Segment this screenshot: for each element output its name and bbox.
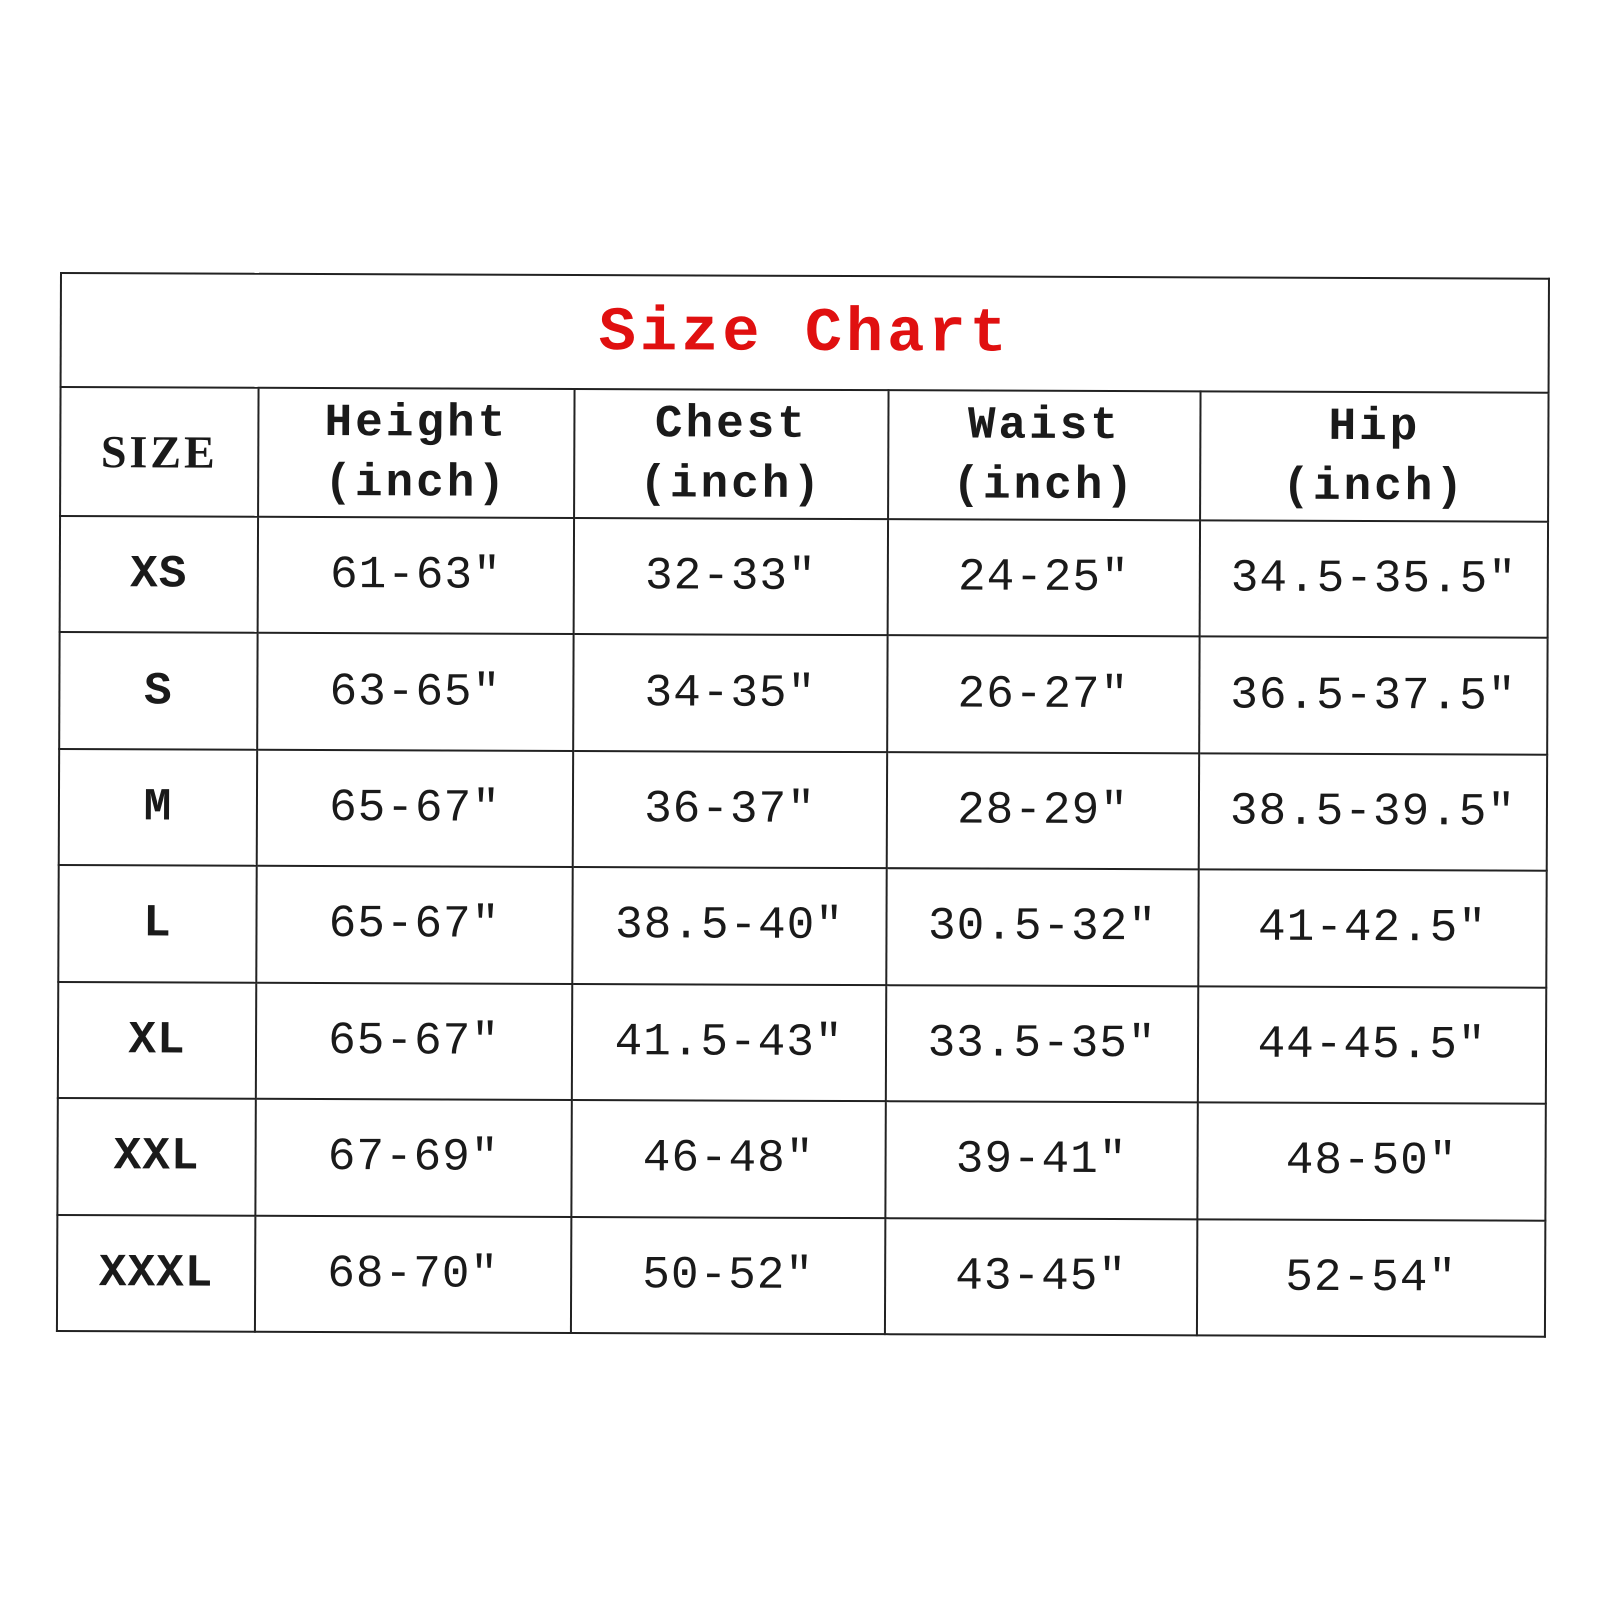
hip-cell: 52-54″	[1197, 1219, 1545, 1337]
size-cell: XXXL	[57, 1215, 255, 1332]
table-row	[58, 982, 1546, 1104]
height-cell: 63-65″	[257, 633, 573, 751]
table-row	[58, 865, 1546, 987]
chest-cell: 36-37″	[573, 751, 887, 869]
waist-cell: 24-25″	[888, 519, 1200, 637]
chest-cell: 46-48″	[571, 1100, 885, 1218]
header-waist	[888, 391, 1200, 521]
size-chart-table	[56, 272, 1550, 1338]
header-size: SIZE	[60, 387, 258, 516]
size-cell: L	[58, 865, 256, 982]
size-cell: XS	[60, 516, 258, 633]
chest-cell: 34-35″	[573, 634, 887, 752]
header-chest-unit: (inch)	[639, 457, 824, 511]
header-waist-name: Waist	[967, 399, 1122, 452]
header-chest-name: Chest	[654, 397, 809, 451]
waist-cell: 30.5-32″	[886, 868, 1198, 986]
chest-cell: 38.5-40″	[572, 867, 886, 985]
header-waist-unit: (inch)	[952, 459, 1137, 512]
header-height	[258, 388, 574, 518]
chest-cell: 32-33″	[574, 518, 888, 636]
height-cell: 65-67″	[256, 866, 572, 984]
size-cell: S	[59, 632, 257, 749]
header-hip-unit: (inch)	[1282, 460, 1467, 514]
size-cell: XL	[58, 982, 256, 1099]
waist-cell: 28-29″	[887, 752, 1199, 870]
table-row	[59, 749, 1547, 871]
header-hip-name: Hip	[1328, 400, 1421, 453]
size-cell: XXL	[57, 1098, 255, 1215]
waist-cell: 43-45″	[885, 1218, 1197, 1336]
table-row	[60, 516, 1548, 638]
hip-cell: 41-42.5″	[1198, 870, 1546, 988]
header-row	[60, 387, 1548, 521]
hip-cell: 48-50″	[1197, 1102, 1545, 1220]
header-hip	[1200, 392, 1548, 522]
size-cell: M	[59, 749, 257, 866]
chart-title: Size Chart	[61, 273, 1549, 393]
height-cell: 65-67″	[257, 750, 573, 868]
header-height-unit: (inch)	[324, 456, 509, 510]
hip-cell: 34.5-35.5″	[1200, 520, 1548, 638]
chest-cell: 50-52″	[571, 1217, 885, 1335]
waist-cell: 39-41″	[885, 1101, 1197, 1219]
header-height-name: Height	[324, 396, 509, 450]
table-row	[57, 1215, 1545, 1337]
header-chest	[574, 389, 888, 519]
height-cell: 67-69″	[255, 1099, 571, 1217]
hip-cell: 44-45.5″	[1198, 986, 1546, 1104]
hip-cell: 36.5-37.5″	[1199, 637, 1547, 755]
hip-cell: 38.5-39.5″	[1199, 753, 1547, 871]
height-cell: 61-63″	[258, 517, 574, 635]
height-cell: 68-70″	[255, 1215, 571, 1333]
chest-cell: 41.5-43″	[572, 984, 886, 1102]
table-row	[57, 1098, 1545, 1220]
waist-cell: 26-27″	[887, 636, 1199, 754]
table-row	[59, 632, 1547, 754]
waist-cell: 33.5-35″	[886, 985, 1198, 1103]
height-cell: 65-67″	[256, 982, 572, 1100]
title-row	[61, 273, 1549, 393]
